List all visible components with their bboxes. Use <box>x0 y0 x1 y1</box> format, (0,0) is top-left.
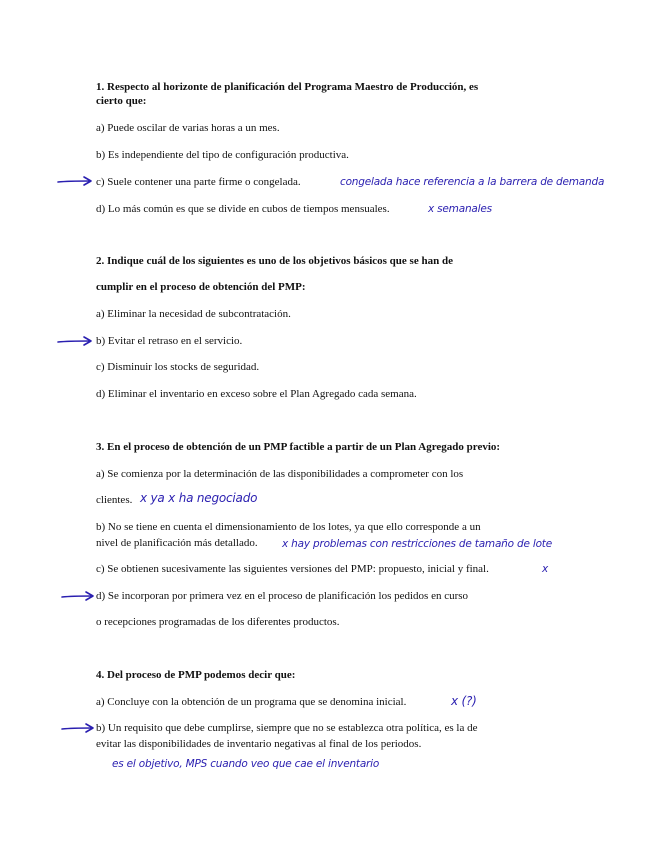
q4-option-b-line1: b) Un requisito que debe cumplirse, siempre que no se establezca otra política, es la de <box>96 722 478 734</box>
note-q3c: x <box>542 563 549 575</box>
q3-option-a-line1: a) Se comienza por la determinación de las disponibilidades a comprometer con los <box>96 468 464 480</box>
note-q1d: x semanales <box>428 203 492 215</box>
q4-option-b-line2: evitar las disponibilidades de inventario negativas al final de los periodos. <box>96 738 422 750</box>
q2-option-c: c) Disminuir los stocks de seguridad. <box>96 361 260 373</box>
note-q4b: es el objetivo, MPS cuando veo que cae el inventario <box>112 758 380 770</box>
note-q1c: congelada hace referencia a la barrera de demanda <box>340 176 605 188</box>
q2b-arrow-icon <box>56 334 94 348</box>
q1-title-line1: 1. Respecto al horizonte de planificación del Programa Maestro de Producción, es <box>96 81 479 93</box>
q1-option-c: c) Suele contener una parte firme o congelada. <box>96 176 301 188</box>
q3-option-d-line1: d) Se incorporan por primera vez en el proceso de planificación los pedidos en curso <box>96 590 469 602</box>
note-q3a: x ya x ha negociado <box>140 491 258 505</box>
q1-title-line2: cierto que: <box>96 95 147 107</box>
q2-option-a: a) Eliminar la necesidad de subcontratación. <box>96 308 291 320</box>
q3-option-a-line2: clientes. <box>96 494 133 506</box>
q4-title: 4. Del proceso de PMP podemos decir que: <box>96 669 296 681</box>
note-q3b: x hay problemas con restricciones de tamaño de lote <box>282 538 552 550</box>
q2-option-b: b) Evitar el retraso en el servicio. <box>96 335 243 347</box>
q2-title-line2: cumplir en el proceso de obtención del PMP: <box>96 281 306 293</box>
q3-title: 3. En el proceso de obtención de un PMP factible a partir de un Plan Agregado previo: <box>96 441 501 453</box>
q3-option-b-line2: nivel de planificación más detallado. <box>96 537 258 549</box>
q1c-arrow-icon <box>56 174 94 188</box>
q3d-arrow-icon <box>60 589 96 603</box>
q2-title-line1: 2. Indique cuál de los siguientes es uno de los objetivos básicos que se han de <box>96 255 453 267</box>
q1-option-b: b) Es independiente del tipo de configuración productiva. <box>96 149 349 161</box>
q4b-arrow-icon <box>60 721 96 735</box>
q4-option-a: a) Concluye con la obtención de un programa que se denomina inicial. <box>96 696 407 708</box>
q1-option-a: a) Puede oscilar de varias horas a un mes. <box>96 122 280 134</box>
q1-option-d: d) Lo más común es que se divide en cubos de tiempos mensuales. <box>96 203 390 215</box>
q3-option-b-line1: b) No se tiene en cuenta el dimensionamiento de los lotes, ya que ello corresponde a un <box>96 521 481 533</box>
q3-option-d-line2: o recepciones programadas de los diferentes productos. <box>96 616 340 628</box>
q2-option-d: d) Eliminar el inventario en exceso sobre el Plan Agregado cada semana. <box>96 388 417 400</box>
note-q4a: x (?) <box>451 694 477 708</box>
q3-option-c: c) Se obtienen sucesivamente las siguientes versiones del PMP: propuesto, inicial y final. <box>96 563 489 575</box>
